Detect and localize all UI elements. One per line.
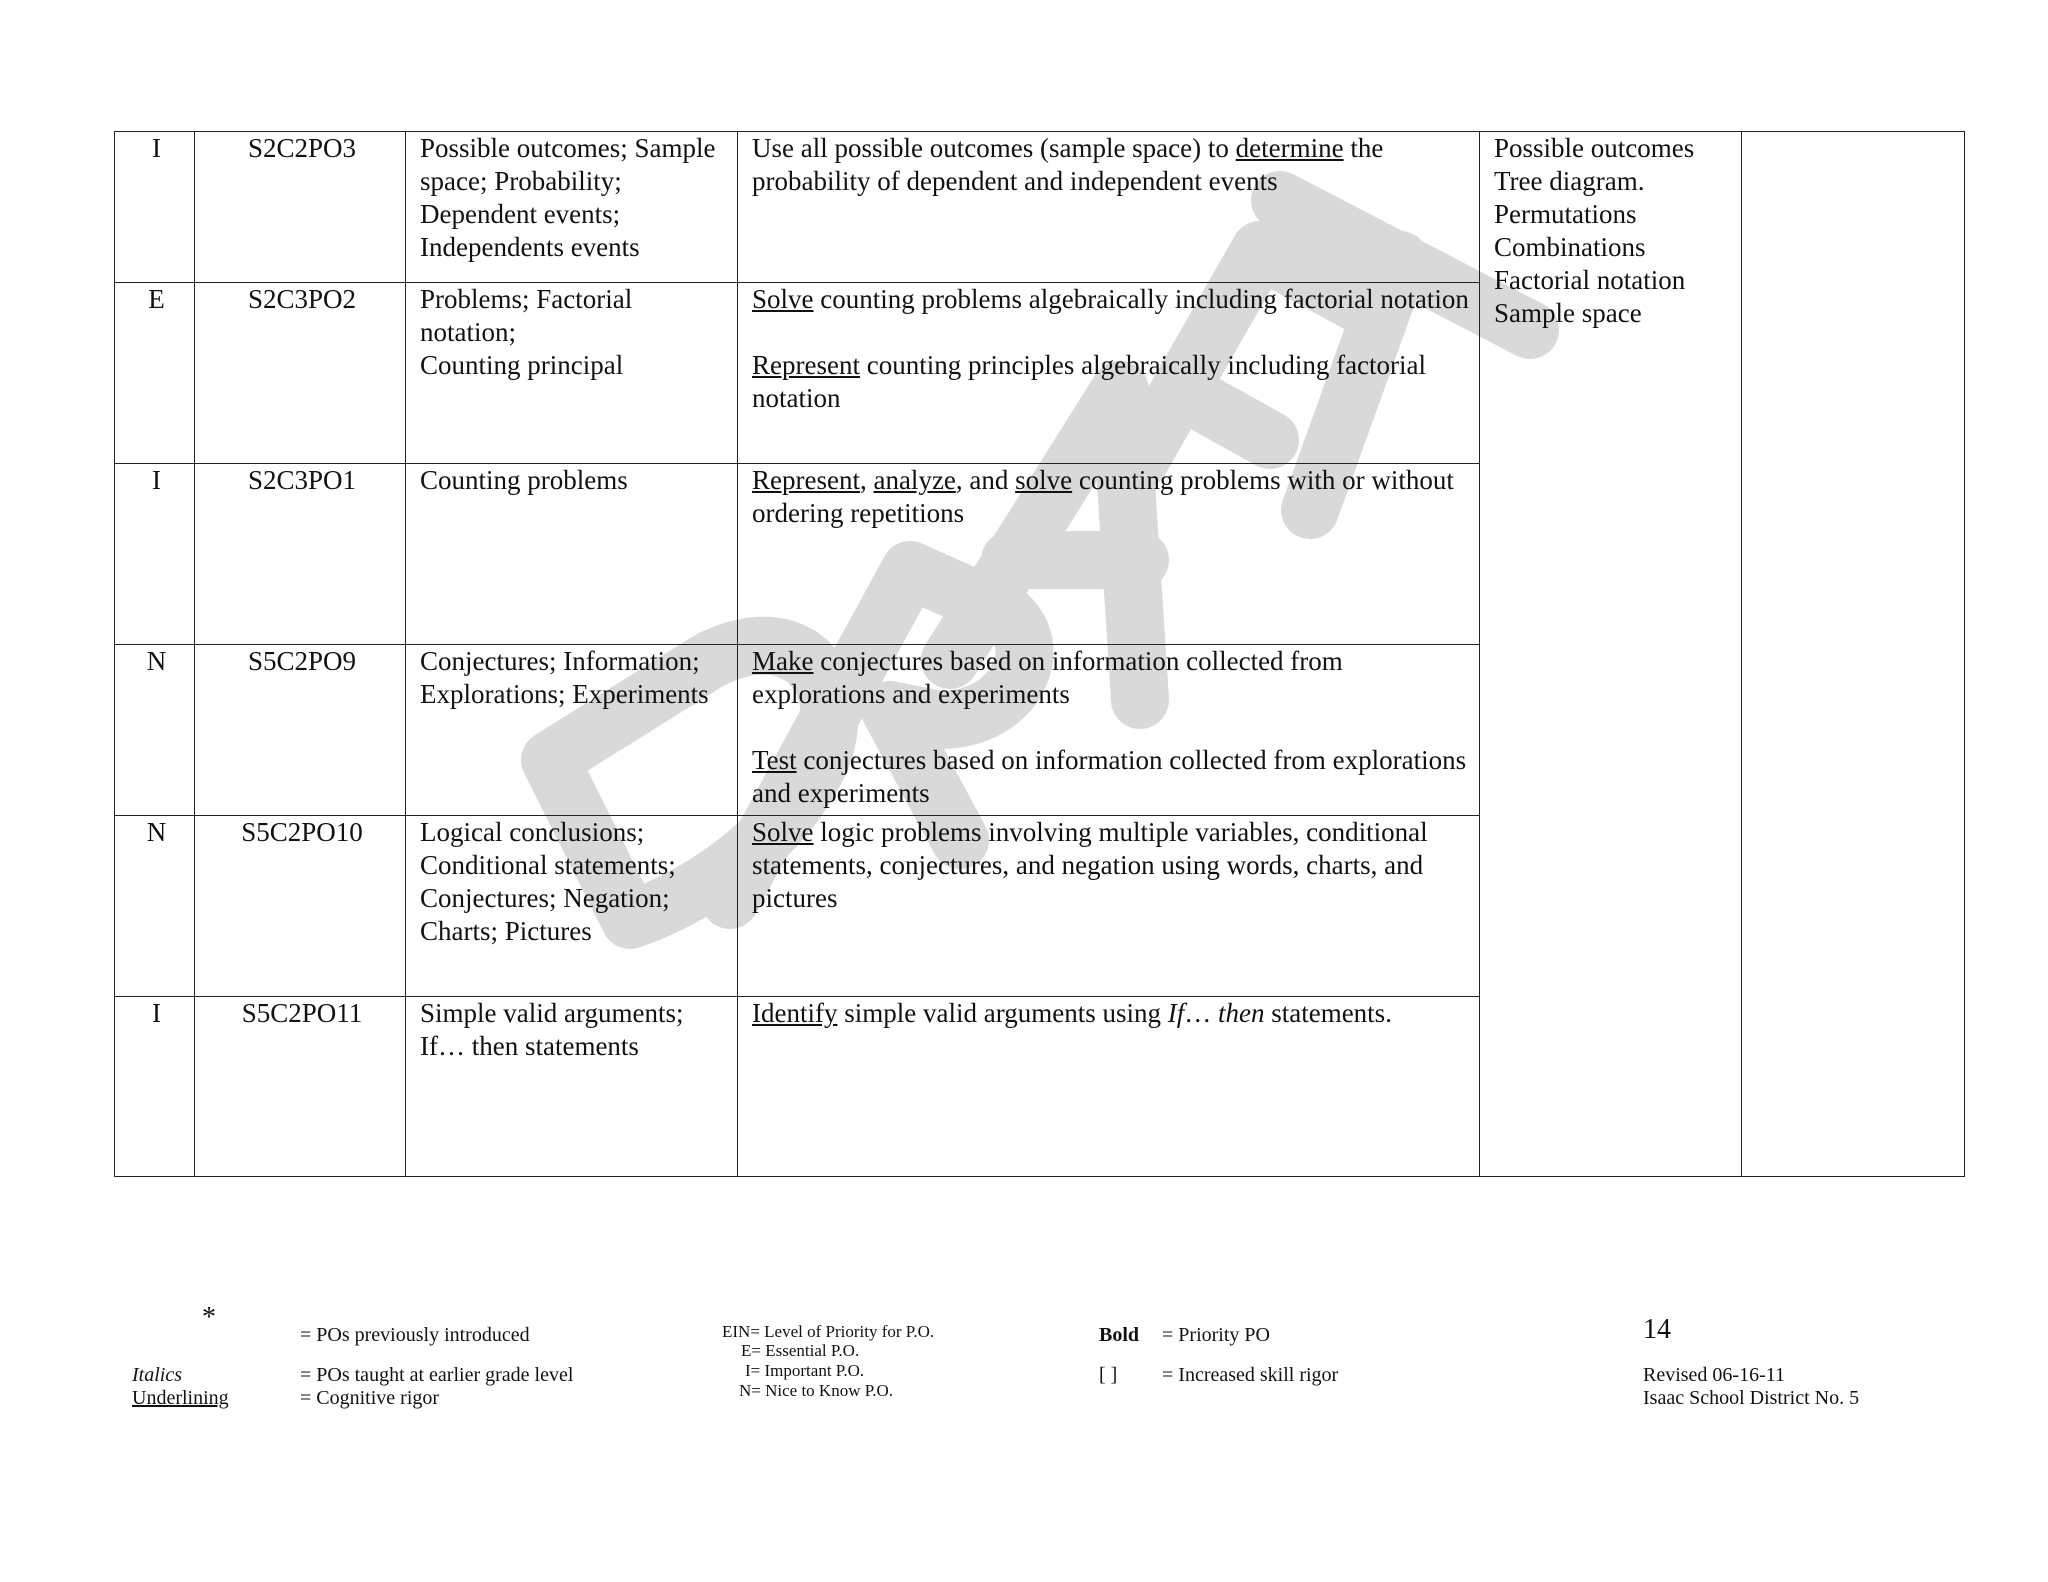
table-row (115, 132, 1965, 283)
objective-paragraph (752, 645, 1469, 711)
standards-table (114, 131, 1965, 1177)
resource-item: Tree diagram. (1494, 166, 1645, 196)
objective-paragraph (752, 464, 1469, 530)
objective-text: counting problems algebraically including factorial notation (813, 284, 1469, 314)
vocabulary-cell (406, 816, 738, 997)
cognitive-verb: Make (752, 646, 814, 676)
resource-item: Combinations (1494, 232, 1646, 262)
italics-description: = POs taught at earlier grade level (300, 1364, 574, 1386)
italics-label: Italics (132, 1364, 182, 1386)
vocabulary-line: space; Probability; (420, 166, 622, 196)
objective-text: counting principles algebraically including factorial notation (752, 350, 1427, 413)
revised-date: Revised 06-16-11 (1643, 1364, 1786, 1386)
priority-level-cell: I (115, 464, 195, 645)
objective-cell (738, 816, 1480, 997)
cognitive-verb: Represent (752, 350, 860, 380)
objective-text: conjectures based on information collected from explorations and experiments (752, 745, 1467, 808)
vocabulary-line: Conjectures; Negation; (420, 883, 670, 913)
objective-text: simple valid arguments using (837, 998, 1168, 1028)
vocabulary-line: Problems; Factorial (420, 284, 633, 314)
vocabulary-line: Conditional statements; (420, 850, 676, 880)
objective-text: , and (955, 465, 1016, 495)
cognitive-verb: Solve (752, 284, 814, 314)
objective-cell (738, 464, 1480, 645)
asterisk-description: = POs previously introduced (300, 1324, 530, 1346)
bracket-label: [ ] (1099, 1364, 1118, 1386)
ein-important: I= Important P.O. (745, 1361, 865, 1380)
vocabulary-line: Logical conclusions; (420, 817, 645, 847)
vocabulary-cell (406, 283, 738, 464)
cognitive-verb: solve (1015, 465, 1073, 495)
objective-paragraph (752, 283, 1469, 316)
objective-text: statements. (1264, 998, 1392, 1028)
objective-text: the probability of dependent and independent events (752, 133, 1384, 196)
vocabulary-line: notation; (420, 317, 516, 347)
cognitive-verb: Identify (752, 998, 838, 1028)
objective-text: logic problems involving multiple variables, conditional statements, conjectures, and negation using words, charts, and pictures (752, 817, 1428, 913)
priority-level-cell: N (115, 816, 195, 997)
po-code-cell: S2C2PO3 (195, 132, 406, 283)
po-code-cell: S2C3PO2 (195, 283, 406, 464)
bracket-description: = Increased skill rigor (1162, 1364, 1339, 1386)
objective-cell (738, 645, 1480, 816)
vocabulary-line: Dependent events; (420, 199, 621, 229)
cognitive-verb: Solve (752, 817, 814, 847)
po-code-cell: S2C3PO1 (195, 464, 406, 645)
po-code-cell: S5C2PO10 (195, 816, 406, 997)
cognitive-verb: Represent (752, 465, 860, 495)
ein-nice: N= Nice to Know P.O. (739, 1381, 894, 1400)
vocabulary-line: Charts; Pictures (420, 916, 592, 946)
vocabulary-line: Counting principal (420, 350, 624, 380)
vocabulary-line: If… then statements (420, 1031, 639, 1061)
priority-level-cell: I (115, 997, 195, 1177)
objective-text: conjectures based on information collected from explorations and experiments (752, 646, 1343, 709)
resources-cell (1480, 132, 1742, 1177)
vocabulary-line: Conjectures; Information; (420, 646, 700, 676)
vocabulary-line: Explorations; Experiments (420, 679, 709, 709)
objective-text: , (859, 465, 874, 495)
resource-item: Possible outcomes (1494, 133, 1695, 163)
po-code-cell: S5C2PO11 (195, 997, 406, 1177)
priority-level-cell: E (115, 283, 195, 464)
vocabulary-cell (406, 645, 738, 816)
bold-description: = Priority PO (1162, 1324, 1270, 1346)
objective-text: … (1184, 998, 1218, 1028)
objective-paragraph (752, 744, 1469, 810)
cognitive-verb: analyze (873, 465, 956, 495)
underlining-description: = Cognitive rigor (300, 1387, 440, 1409)
objective-text: If (1167, 998, 1185, 1028)
objective-text: counting problems with or without ordering repetitions (752, 465, 1454, 528)
district-name: Isaac School District No. 5 (1643, 1387, 1860, 1409)
vocabulary-line: Simple valid arguments; (420, 998, 684, 1028)
objective-text: Use all possible outcomes (sample space) to (752, 133, 1236, 163)
objective-cell (738, 132, 1480, 283)
ein-legend: EIN= Level of Priority for P.O. (722, 1322, 935, 1341)
underlining-label: Underlining (132, 1387, 229, 1409)
resource-item: Sample space (1494, 298, 1642, 328)
page-number: 14 (1643, 1314, 1671, 1345)
objective-cell (738, 283, 1480, 464)
bold-label: Bold (1099, 1324, 1140, 1346)
po-code-cell: S5C2PO9 (195, 645, 406, 816)
objective-cell (738, 997, 1480, 1177)
vocabulary-line: Counting problems (420, 465, 628, 495)
vocabulary-line: Possible outcomes; Sample (420, 133, 716, 163)
priority-level-cell: I (115, 132, 195, 283)
objective-paragraph (752, 132, 1469, 198)
vocabulary-cell (406, 132, 738, 283)
priority-level-cell: N (115, 645, 195, 816)
objective-paragraph (752, 816, 1469, 915)
vocabulary-line: Independents events (420, 232, 640, 262)
cognitive-verb: determine (1235, 133, 1344, 163)
objective-paragraph (752, 349, 1469, 415)
asterisk-symbol: * (202, 1302, 216, 1333)
notes-cell (1742, 132, 1965, 1177)
ein-essential: E= Essential P.O. (741, 1341, 860, 1360)
objective-text: then (1217, 998, 1265, 1028)
cognitive-verb: Test (752, 745, 797, 775)
objective-paragraph (752, 997, 1469, 1030)
resource-item: Permutations (1494, 199, 1637, 229)
vocabulary-cell (406, 997, 738, 1177)
resource-item: Factorial notation (1494, 265, 1686, 295)
vocabulary-cell (406, 464, 738, 645)
